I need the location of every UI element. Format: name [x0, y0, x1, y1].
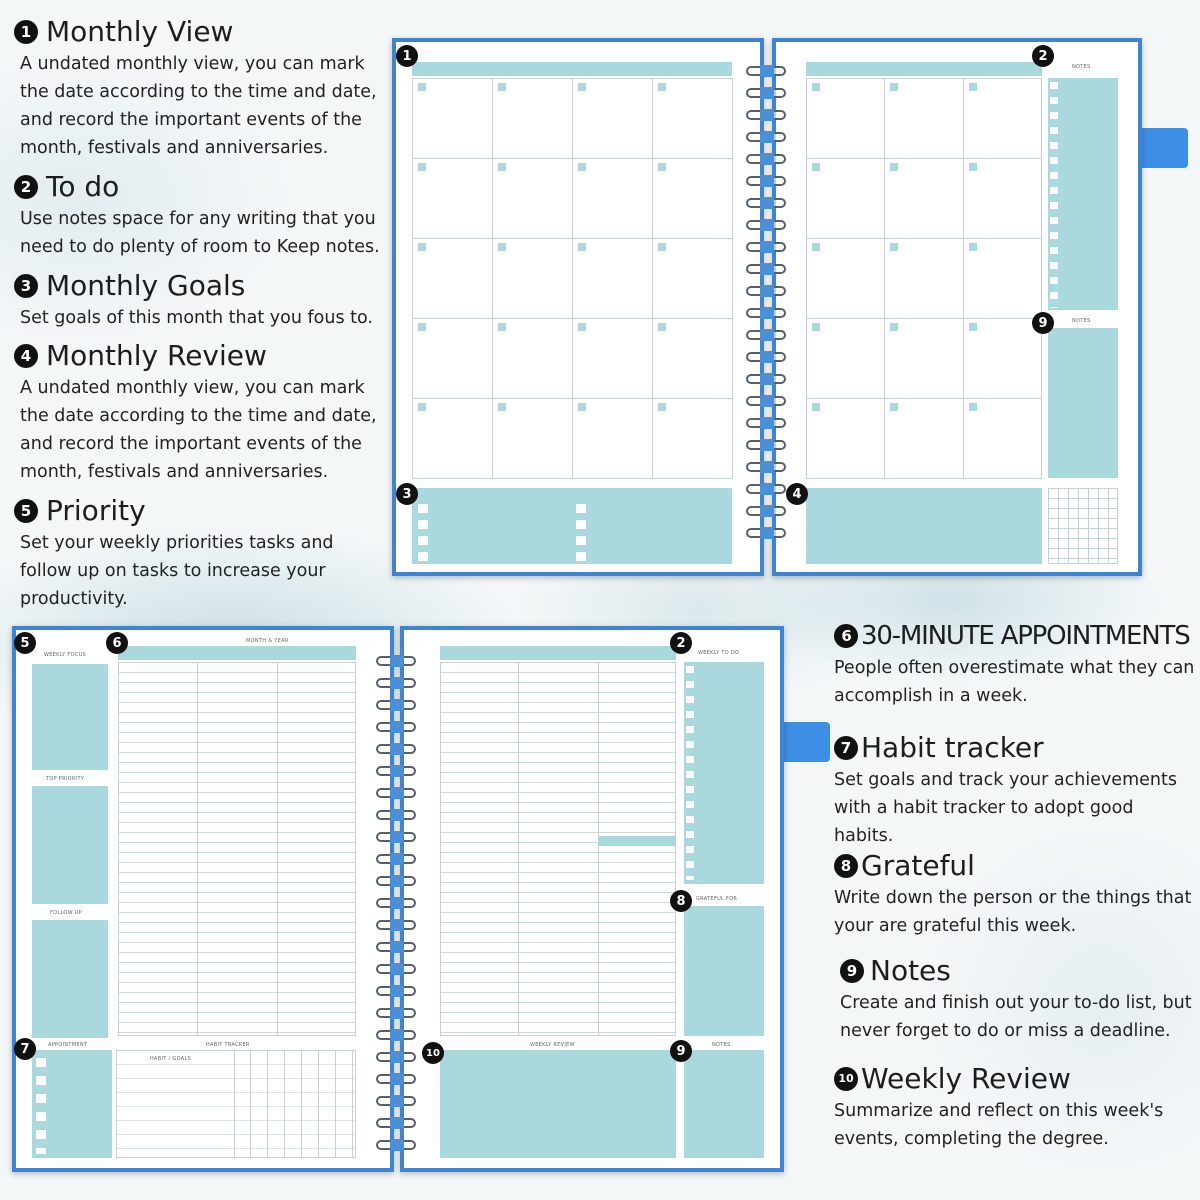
marker-2: 2 — [1032, 45, 1054, 67]
feature-weekly-review — [834, 1063, 1194, 1153]
feature-title: Notes — [870, 954, 951, 987]
feature-description: Use notes space for any writing that you need to do plenty of room to Keep notes. — [20, 209, 380, 257]
feature-description: Summarize and reflect on this week's events, completing the degree. — [834, 1101, 1164, 1149]
sunday-notes-strip — [598, 836, 676, 846]
marker-6: 6 — [106, 632, 128, 654]
feature-description: People often overestimate what they can accomplish in a week. — [834, 658, 1195, 706]
grateful-box — [684, 906, 764, 1036]
appointment-checkboxes — [36, 1058, 46, 1154]
feature-title: Monthly Goals — [46, 269, 246, 302]
weekly-review-label: WEEKLY REVIEW — [530, 1042, 575, 1048]
marker-1: 1 — [396, 45, 418, 67]
number-badge: 2 — [14, 175, 38, 199]
feature-title: To do — [46, 170, 120, 203]
weekly-left-page — [12, 626, 394, 1172]
day-header — [118, 646, 356, 660]
appointment-lines — [118, 662, 356, 1036]
habit-day-columns — [234, 1050, 356, 1158]
feature-description: A undated monthly view, you can mark the date according to the time and date, and record the important events of the month, festivals and anniversaries. — [20, 54, 377, 158]
feature-habit-tracker — [834, 732, 1194, 850]
feature-description: Set goals and track your achievements with a habit tracker to adopt good habits. — [834, 770, 1177, 846]
number-badge: 7 — [834, 736, 858, 760]
number-badge: 10 — [834, 1067, 858, 1091]
feature-notes — [840, 955, 1200, 1045]
weekday-header — [806, 62, 1042, 76]
mini-calendar — [1048, 488, 1118, 564]
feature-title: Priority — [46, 494, 146, 527]
marker-7: 7 — [14, 1038, 36, 1060]
weekday-header — [412, 62, 732, 76]
calendar-grid — [806, 78, 1042, 478]
marker-3: 3 — [396, 483, 418, 505]
feature-grateful — [834, 850, 1194, 940]
weekly-review-box — [440, 1050, 676, 1158]
marker-5: 5 — [14, 632, 36, 654]
top-priority-label: TOP PRIORITY — [46, 776, 85, 782]
marker-10: 10 — [422, 1042, 444, 1064]
grateful-for-label: GRATEFUL FOR — [696, 896, 738, 902]
number-badge: 6 — [834, 624, 858, 648]
number-badge: 8 — [834, 854, 858, 878]
weekly-focus-box — [32, 664, 108, 770]
todo-checkboxes — [1050, 82, 1058, 308]
column-divider — [518, 662, 519, 1036]
todo-checkboxes — [686, 666, 694, 880]
marker-8: 8 — [670, 890, 692, 912]
number-badge: 3 — [14, 274, 38, 298]
column-divider — [197, 662, 198, 1036]
habit-tracker-label: HABIT TRACKER — [206, 1042, 250, 1048]
follow-up-label: FOLLOW UP — [50, 910, 83, 916]
feature-to-do — [14, 171, 384, 261]
calendar-grid — [412, 78, 732, 478]
notes-column — [1048, 328, 1118, 478]
marker-4: 4 — [786, 483, 808, 505]
bookmark-tab — [1136, 128, 1188, 168]
bookmark-tab — [778, 722, 830, 762]
feature-description: Write down the person or the things that your are grateful this week. — [834, 888, 1192, 936]
feature-priority — [14, 495, 374, 613]
feature-title: Monthly View — [46, 15, 234, 48]
feature-title: Habit tracker — [861, 731, 1044, 764]
weekly-focus-label: WEEKLY FOCUS — [44, 652, 87, 658]
number-badge: 9 — [840, 959, 864, 983]
weekly-right-page — [400, 626, 784, 1172]
feature-title: Weekly Review — [861, 1062, 1071, 1095]
to-do-column — [1048, 78, 1118, 310]
feature-description: Set your weekly priorities tasks and follow up on tasks to increase your productivity. — [20, 533, 334, 609]
feature-description: Create and finish out your to-do list, but never forget to do or miss a deadline. — [840, 993, 1192, 1041]
top-priority-box — [32, 786, 108, 904]
feature-monthly-goals — [14, 270, 384, 332]
day-header — [440, 646, 676, 660]
notes-label: NOTES — [1072, 64, 1091, 70]
notes-label: NOTES — [712, 1042, 731, 1048]
monthly-right-page — [772, 38, 1142, 576]
feature-title: Grateful — [861, 849, 975, 882]
appointment-label: APPOINTMENT — [48, 1042, 88, 1048]
feature-description: Set goals of this month that you fous to. — [20, 308, 373, 328]
weekly-todo-box — [684, 662, 764, 884]
number-badge: 1 — [14, 20, 38, 44]
monthly-goals-box — [412, 488, 732, 564]
habit-goals-label: HABIT / GOALS — [150, 1056, 192, 1062]
number-badge: 4 — [14, 344, 38, 368]
marker-9: 9 — [670, 1040, 692, 1062]
monthly-review-box — [806, 488, 1042, 564]
goal-checkboxes — [576, 504, 586, 562]
month-year-label: MONTH & YEAR — [246, 638, 289, 644]
marker-9: 9 — [1032, 312, 1054, 334]
follow-up-box — [32, 920, 108, 1038]
feature-title: 30-MINUTE APPOINTMENTS — [861, 621, 1190, 651]
number-badge: 5 — [14, 499, 38, 523]
feature-monthly-review — [14, 340, 384, 486]
notes-box — [684, 1050, 764, 1158]
marker-2: 2 — [670, 632, 692, 654]
goal-checkboxes — [418, 504, 428, 562]
column-divider — [277, 662, 278, 1036]
appointment-lines — [440, 662, 676, 1036]
weekly-todo-label: WEEKLY TO DO — [698, 650, 740, 656]
feature-30-minute-appointments — [834, 620, 1196, 710]
monthly-left-page — [392, 38, 764, 576]
feature-title: Monthly Review — [46, 339, 267, 372]
feature-description: A undated monthly view, you can mark the date according to the time and date, and record the important events of the month, festivals and anniversaries. — [20, 378, 377, 482]
feature-monthly-view — [14, 16, 384, 162]
column-divider — [598, 662, 599, 1036]
notes-label: NOTES — [1072, 318, 1091, 324]
